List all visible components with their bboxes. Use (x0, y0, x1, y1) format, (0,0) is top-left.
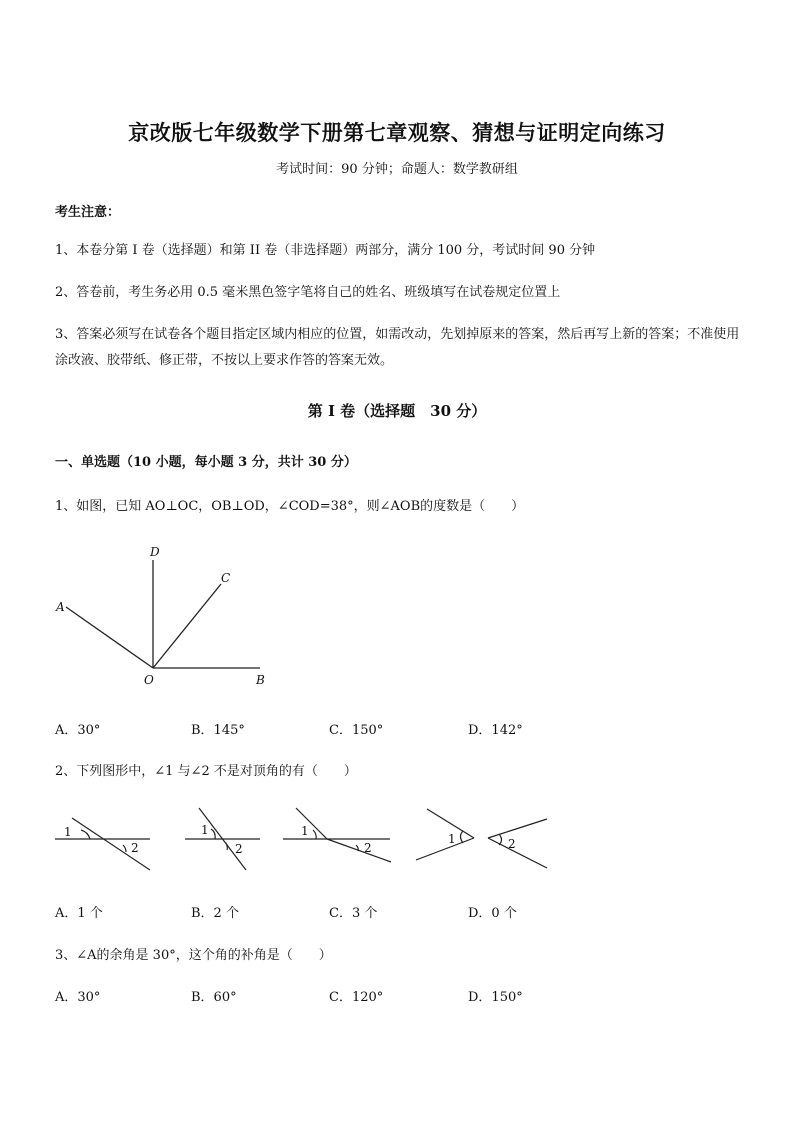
fig3-label-1: 1 (301, 824, 309, 838)
notice-heading: 考生注意： (55, 205, 121, 220)
fig3-lower-ray (327, 839, 391, 862)
question-1-option-b[interactable]: B．145° (191, 723, 245, 738)
question-2-option-d[interactable]: D．0 个 (468, 906, 517, 921)
notice-item: 2、答卷前，考生务必用 0.5 毫米黑色签字笔将自己的姓名、班级填写在试卷规定位置上 (55, 285, 561, 300)
ray-oa (66, 607, 153, 668)
fig3-label-2: 2 (364, 841, 372, 855)
question-2-option-a[interactable]: A．1 个 (55, 906, 103, 921)
fig1-label-1: 1 (64, 825, 72, 839)
fig4-angle1-arc (461, 831, 464, 843)
question-1-option-c[interactable]: C．150° (329, 723, 384, 738)
question-1-option-a[interactable]: A．30° (55, 723, 101, 738)
fig2-label-2: 2 (235, 842, 243, 856)
fig1-label-2: 2 (131, 841, 139, 855)
question-2-option-c[interactable]: C．3 个 (329, 906, 378, 921)
fig4-upper-right-ray (488, 819, 547, 838)
question-3-option-c[interactable]: C．120° (329, 990, 384, 1005)
ray-oc (153, 584, 221, 668)
question-3-option-d[interactable]: D．150° (468, 990, 523, 1005)
fig3-angle1-arc (313, 830, 316, 839)
fig1-angle2-arc (123, 845, 126, 852)
question-1-stem: 1、如图，已知 AO⊥OC，OB⊥OD，∠COD=38°，则∠AOB的度数是（ ） (55, 499, 525, 514)
label-b: B (256, 673, 265, 687)
fig2-label-1: 1 (201, 823, 209, 837)
label-a: A (56, 600, 65, 614)
question-3-option-b[interactable]: B．60° (191, 990, 237, 1005)
fig4-label-1: 1 (448, 832, 456, 846)
fig2-angle2-arc (226, 843, 227, 850)
question-2-option-b[interactable]: B．2 个 (191, 906, 239, 921)
exam-info: 考试时间：90 分钟；命题人：数学教研组 (276, 162, 518, 177)
page-title: 京改版七年级数学下册第七章观察、猜想与证明定向练习 (128, 120, 666, 145)
question-3-stem: 3、∠A的余角是 30°，这个角的补角是（ ） (55, 948, 332, 963)
notice-item: 1、本卷分第 I 卷（选择题）和第 II 卷（非选择题）两部分，满分 100 分，考试时间 90 分钟 (55, 243, 596, 258)
notice-item: 3、答案必须写在试卷各个题目指定区域内相应的位置，如需改动，先划掉原来的答案，然后再写上新的答案；不准使用涂改液、胶带纸、修正带，不按以上要求作答的答案无效。 (55, 327, 740, 368)
fig1-angle1-arc (81, 830, 90, 839)
label-c: C (221, 571, 231, 585)
part-title: 第 I 卷（选择题 30 分） (307, 402, 487, 420)
question-2-stem: 2、下列图形中，∠1 与∠2 不是对顶角的有（ ） (55, 764, 357, 779)
label-o: O (144, 673, 154, 687)
fig4-lower-right-ray (488, 838, 547, 868)
question-2-figures (55, 808, 547, 870)
fig4-lower-left-ray (416, 838, 474, 860)
question-3-option-a[interactable]: A．30° (55, 990, 101, 1005)
question-1-option-d[interactable]: D．142° (468, 723, 523, 738)
section-title: 一、单选题（10 小题，每小题 3 分，共计 30 分） (55, 455, 357, 470)
fig4-label-2: 2 (508, 837, 516, 851)
fig2-angle1-arc (211, 829, 215, 839)
label-d: D (150, 545, 160, 559)
